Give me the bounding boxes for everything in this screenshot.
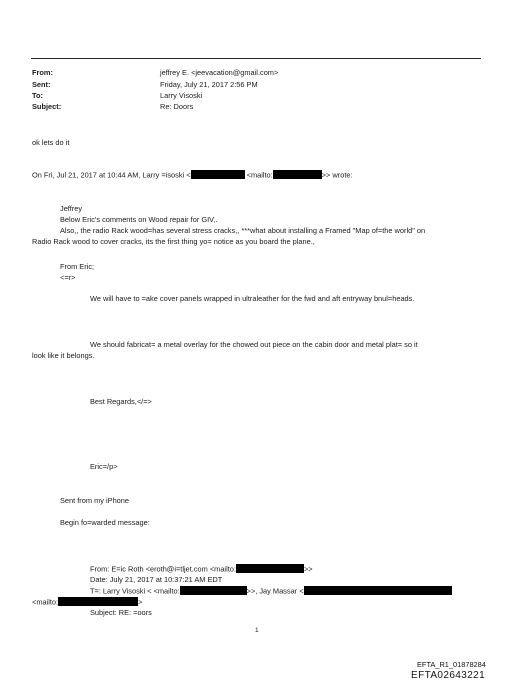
- fwd-mailto: [32, 597, 142, 607]
- fwd-mailto-end: >: [138, 597, 143, 607]
- redaction-block: [180, 586, 247, 595]
- header-divider: [31, 58, 481, 59]
- greeting: Jeffrey: [60, 204, 83, 213]
- fwd-date: Date: July 21, 2017 at 10:37:21 AM EDT: [90, 575, 223, 584]
- bates-number-large: EFTA02643221: [411, 670, 486, 681]
- quote-intro-mailto: <mailto:: [246, 170, 273, 180]
- body-line: Radio Rack wood to cover cracks, its the first thing yo= notice as you board the plane.,: [32, 237, 315, 246]
- begin-forwarded: Begin fo=warded message:: [60, 518, 150, 527]
- br-tag: <=r>: [60, 273, 76, 282]
- quote-intro-wrote: >> wrote:: [321, 170, 353, 180]
- redaction-block: [273, 170, 322, 179]
- fwd-subject: Subject: RE: =oors: [90, 608, 152, 617]
- eric-comment: look like it belongs.: [32, 351, 95, 360]
- subject-label: Subject:: [32, 102, 62, 111]
- fwd-from: [90, 564, 313, 574]
- quote-intro-text: On Fri, Jul 21, 2017 at 10:44 AM, Larry =isoski <: [32, 170, 191, 180]
- redaction-block: [191, 170, 245, 179]
- from-eric: From Eric;: [60, 262, 95, 271]
- fwd-from-text: From: E=ic Roth <eroth@i=tljet.com <mailto:: [90, 564, 236, 574]
- eric-comment: We should fabricat= a metal overlay for the chowed out piece on the cabin door and metal plat= so it: [90, 340, 418, 349]
- to-label: To:: [32, 91, 43, 100]
- quote-intro: [32, 170, 353, 180]
- from-label: From:: [32, 68, 53, 77]
- to-value: Larry Visoski: [160, 91, 203, 100]
- redaction-block: [236, 564, 304, 573]
- eric-comment: We will have to =ake cover panels wrapped in ultraleather for the fwd and aft entryway bnul=heads.: [90, 294, 415, 303]
- from-value: jeffrey E. <jeevacation@gmail.com>: [160, 68, 279, 77]
- subject-value: Re: Doors: [160, 102, 194, 111]
- page-number: 1: [255, 627, 259, 634]
- fwd-to: [90, 586, 452, 596]
- fwd-from-end: >>: [303, 564, 313, 574]
- body-line: Below Eric's comments on Wood repair for GIV,.: [60, 215, 218, 224]
- sent-value: Friday, July 21, 2017 2:56 PM: [160, 80, 258, 89]
- eric-signature: Eric=/p>: [90, 462, 118, 471]
- bates-number-small: EFTA_R1_01878284: [417, 660, 486, 669]
- fwd-to-mid: >>, Jay Massar <: [246, 586, 304, 596]
- body-line: Also,, the radio Rack wood=has several stress cracks,, ***what about installing a Framed "Map of=the world" on: [60, 226, 426, 235]
- sent-from: Sent from my iPhone: [60, 496, 130, 505]
- redaction-block: [58, 597, 138, 606]
- regards: Best Regards,</=>: [90, 397, 152, 406]
- reply-text: ok lets do it: [32, 138, 70, 147]
- fwd-to-text: T=: Larry Visoski < <mailto:: [90, 586, 180, 596]
- redaction-block: [304, 586, 452, 595]
- sent-label: Sent:: [32, 80, 51, 89]
- fwd-mailto-text: <mailto:: [32, 597, 59, 607]
